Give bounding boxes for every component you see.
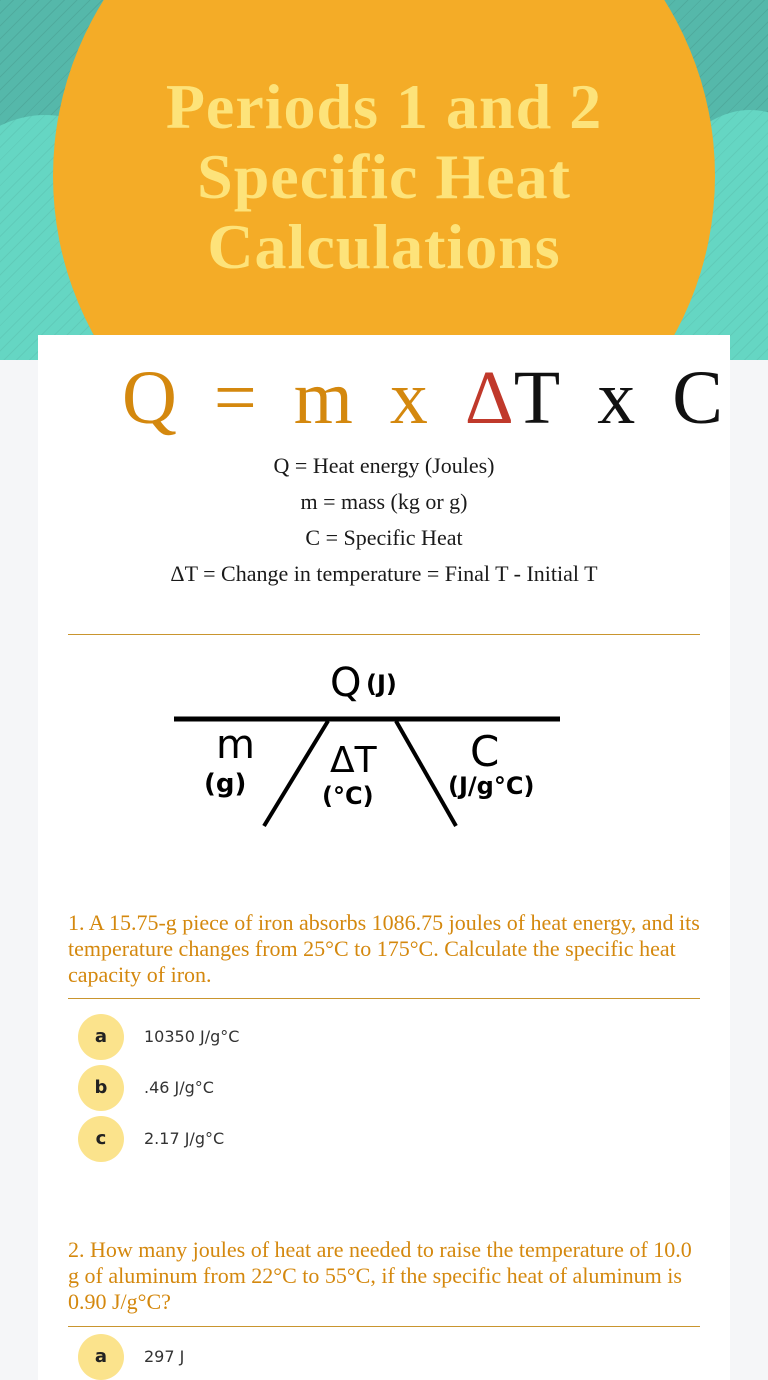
- formula-c: C: [672, 356, 723, 440]
- formula-m: m: [293, 356, 353, 440]
- option-a-badge[interactable]: a: [78, 1014, 124, 1060]
- diagram-c-symbol: C: [470, 727, 500, 776]
- diagram-c-unit: (J/g°C): [448, 772, 535, 800]
- question-2-text: 2. How many joules of heat are needed to raise the temperature of 10.0 g of aluminum from 22°C to 55°C, if the specific heat of aluminum is 0.90 J/g°C?: [68, 1237, 692, 1314]
- formula-times-1: x: [389, 356, 428, 440]
- formula-delta: Δ: [464, 356, 514, 440]
- diagram-m-symbol: m: [216, 722, 255, 768]
- option-b-badge[interactable]: b: [78, 1065, 124, 1111]
- diagram-q-unit: (J): [366, 670, 397, 698]
- formula-times-2: x: [597, 356, 636, 440]
- diagram-delta-t-unit: (°C): [322, 782, 374, 810]
- heat-formula: [122, 356, 723, 440]
- question-1-text: 1. A 15.75-g piece of iron absorbs 1086.75 joules of heat energy, and its temperature changes from 25°C to 175°C. Calculate the specific heat capacity of iron.: [68, 910, 700, 987]
- definition-q: Q = Heat energy (Joules): [273, 453, 495, 478]
- question-1-option-b[interactable]: [78, 1065, 578, 1111]
- definition-c: C = Specific Heat: [305, 525, 463, 550]
- question-2-option-a[interactable]: [78, 1334, 578, 1380]
- title-line-2: Specific Heat: [197, 141, 571, 212]
- formula-t: T: [513, 356, 561, 440]
- title-line-1: Periods 1 and 2: [165, 71, 603, 142]
- q2-option-a-badge[interactable]: a: [78, 1334, 124, 1380]
- definition-m: m = mass (kg or g): [300, 489, 468, 514]
- question-1-option-a[interactable]: [78, 1014, 578, 1060]
- divider-1: [68, 634, 700, 635]
- option-a-text[interactable]: 10350 J/g°C: [144, 1027, 240, 1046]
- definition-delta-t: ΔT = Change in temperature = Final T - Initial T: [170, 561, 598, 586]
- option-c-badge[interactable]: c: [78, 1116, 124, 1162]
- q2-option-a-text[interactable]: 297 J: [144, 1347, 185, 1366]
- divider-q2: [68, 1326, 700, 1327]
- title-line-3: Calculations: [207, 211, 561, 282]
- diagram-q-symbol: Q: [330, 660, 362, 706]
- divider-q1: [68, 998, 700, 999]
- option-c-text[interactable]: 2.17 J/g°C: [144, 1129, 225, 1148]
- formula-q: Q: [122, 356, 177, 440]
- option-b-text[interactable]: .46 J/g°C: [144, 1078, 214, 1097]
- diagram-delta-t-symbol: ΔT: [330, 740, 377, 781]
- question-1-option-c[interactable]: [78, 1116, 578, 1162]
- variable-definitions: [38, 448, 730, 592]
- formula-triangle-diagram: [160, 650, 610, 830]
- page-title: [84, 72, 684, 282]
- diagram-m-unit: (g): [204, 769, 247, 799]
- formula-equals: =: [213, 356, 257, 440]
